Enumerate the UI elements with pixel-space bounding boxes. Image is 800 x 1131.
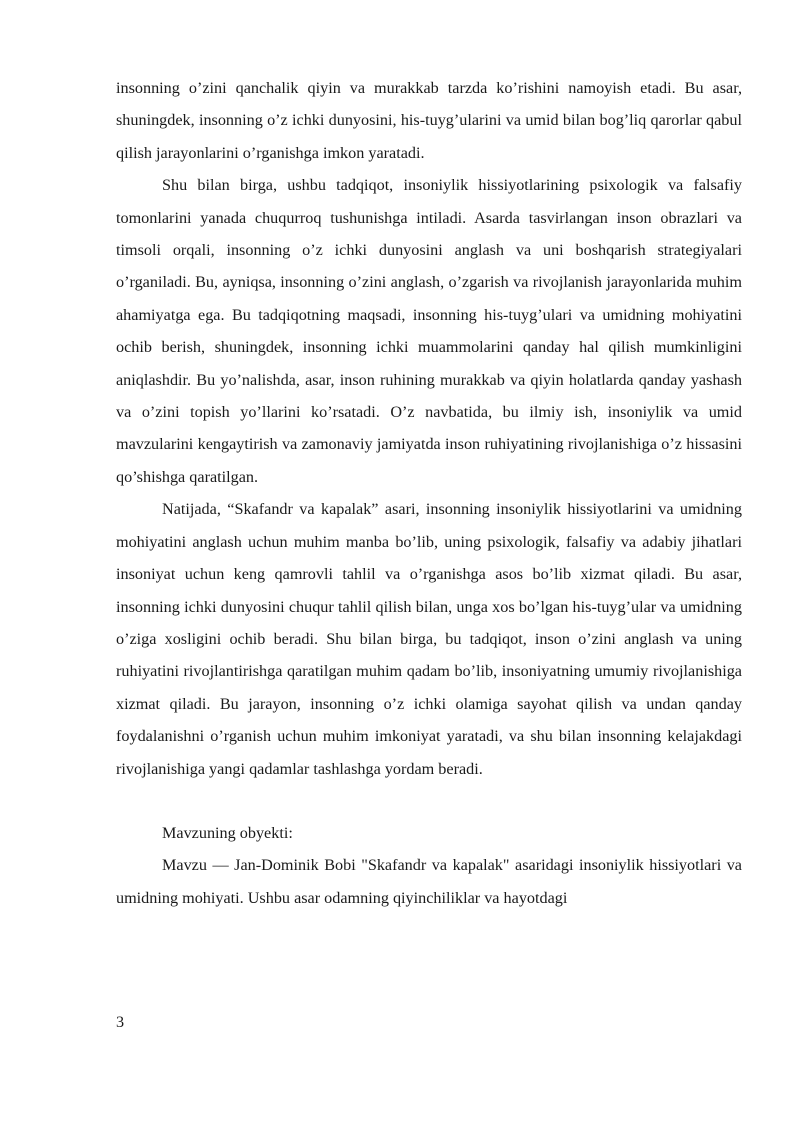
paragraph-continuation: insonning o’zini qanchalik qiyin va murakkab tarzda ko’rishini namoyish etadi. Bu asar, shuningdek, insonning o’z ichki dunyosini, his-tuyg’ularini va umid bilan bog’liq qarorlar qabul qilish jarayonlarini o’rganishga imkon yaratadi. [116,79,742,162]
page-body [116,72,742,914]
paragraph-section-subject: Mavzu — Jan-Dominik Bobi "Skafandr va kapalak" asaridagi insoniylik hissiyotlari va umidning mohiyati. Ushbu asar odamning qiyinchiliklar va hayotdagi [116,856,742,907]
page-number: 3 [116,1013,125,1031]
section-heading: Mavzuning obyekti: [162,823,293,842]
paragraph-conclusion: Natijada, “Skafandr va kapalak” asari, insonning insoniylik hissiyotlarini va umidning mohiyatini anglash uchun muhim manba bo’lib, uning psixologik, falsafiy va adabiy jihatlari insoniyat uchun keng qamrovli tahlil va o’rganishga asos bo’lib xizmat qiladi. Bu asar, insonning ichki dunyosini chuqur tahlil qilish bilan, unga xos bo’lgan his-tuyg’ular va umidning o’ziga xosligini ochib beradi. Shu bilan birga, bu tadqiqot, inson o’zini anglash va uning ruhiyatini rivojlantirishga qaratilgan muhim qadam bo’lib, insoniyatning umumiy rivojlanishiga xizmat qiladi. Bu jarayon, insonning o’z ichki olamiga sayohat qilish va undan qanday foydalanishni o’rganish uchun muhim imkoniyat yaratadi, va shu bilan insonning kelajakdagi rivojlanishiga yangi qadamlar tashlashga yordam beradi. [116,500,742,778]
paragraph-research-purpose: Shu bilan birga, ushbu tadqiqot, insoniylik hissiyotlarining psixologik va falsafiy tomonlarini yanada chuqurroq tushunishga intiladi. Asarda tasvirlangan inson obrazlari va timsoli orqali, insonning o’z ichki dunyosini anglash va uni boshqarish strategiyalari o’rganiladi. Bu, ayniqsa, insonning o’zini anglash, o’zgarish va rivojlanish jarayonlarida muhim ahamiyatga ega. Bu tadqiqotning maqsadi, insonning his-tuyg’ulari va umidning mohiyatini ochib berish, shuningdek, insonning ichki muammolarini qanday hal qilish mumkinligini aniqlashdir. Bu yo’nalishda, asar, inson ruhining murakkab va qiyin holatlarda qanday yashash va o’zini topish yo’llarini ko’rsatadi. O’z navbatida, bu ilmiy ish, insoniylik va umid mavzularini kengaytirish va zamonaviy jamiyatda inson ruhiyatining rivojlanishiga o’z hissasini qo’shishga qaratilgan. [116,176,742,486]
paragraph-gap [116,785,742,817]
